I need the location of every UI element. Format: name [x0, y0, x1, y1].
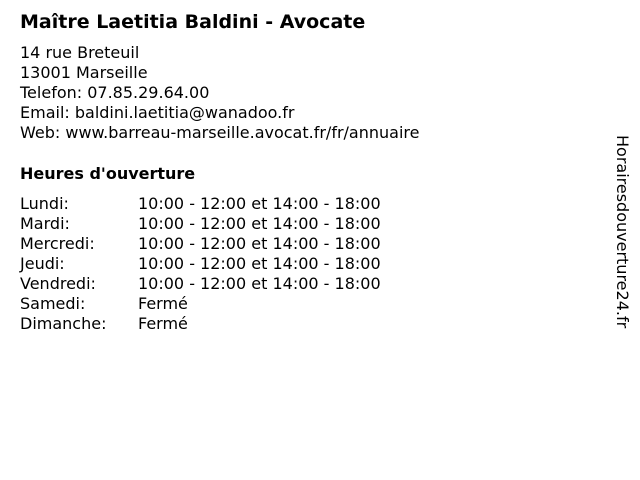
day-hours: 10:00 - 12:00 et 14:00 - 18:00: [138, 274, 381, 293]
day-label: Samedi:: [20, 294, 86, 313]
phone-line: Telefon: 07.85.29.64.00: [20, 83, 210, 102]
day-hours: 10:00 - 12:00 et 14:00 - 18:00: [138, 254, 381, 273]
opening-hours-heading: Heures d'ouverture: [20, 164, 196, 183]
email-line: Email: baldini.laetitia@wanadoo.fr: [20, 103, 295, 122]
address-city: 13001 Marseille: [20, 63, 148, 82]
day-label: Mardi:: [20, 214, 70, 233]
site-watermark: Horairesdouverture24.fr: [613, 135, 632, 329]
day-hours: 10:00 - 12:00 et 14:00 - 18:00: [138, 214, 381, 233]
day-hours: 10:00 - 12:00 et 14:00 - 18:00: [138, 194, 381, 213]
address-street: 14 rue Breteuil: [20, 43, 140, 62]
day-hours: Fermé: [138, 294, 188, 313]
day-label: Lundi:: [20, 194, 69, 213]
contact-block: [20, 43, 419, 143]
page-title: Maître Laetitia Baldini - Avocate: [20, 11, 366, 33]
day-hours: 10:00 - 12:00 et 14:00 - 18:00: [138, 234, 381, 253]
day-label: Dimanche:: [20, 314, 107, 333]
website-line: Web: www.barreau-marseille.avocat.fr/fr/annuaire: [20, 123, 420, 142]
day-label: Vendredi:: [20, 274, 96, 293]
day-label: Jeudi:: [20, 254, 65, 273]
day-hours: Fermé: [138, 314, 188, 333]
day-label: Mercredi:: [20, 234, 95, 253]
